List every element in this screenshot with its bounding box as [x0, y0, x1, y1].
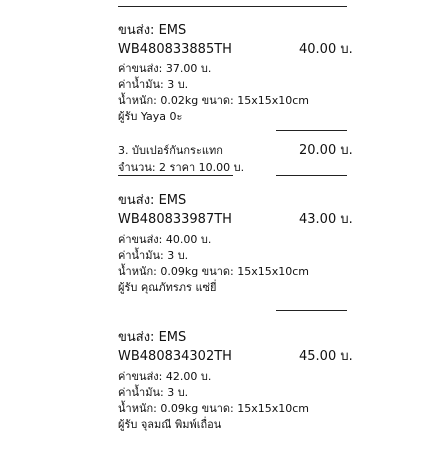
- item-qty-price: จำนวน: 2 ราคา 10.00 บ.: [118, 161, 245, 174]
- tracking-number: WB480833885TH: [118, 42, 232, 57]
- recipient: ผู้รับ จุลมณี พิมพ์เถื่อน: [118, 418, 222, 431]
- shipping-fee: ค่าขนส่ง: 37.00 บ.: [118, 62, 212, 75]
- shipment-total: 45.00 บ.: [299, 349, 353, 364]
- divider-top: [118, 6, 347, 7]
- shipping-fee: ค่าขนส่ง: 42.00 บ.: [118, 370, 212, 383]
- recipient: ผู้รับ Yaya 0ะ: [118, 110, 183, 123]
- shipment-total: 43.00 บ.: [299, 212, 353, 227]
- tracking-number: WB480833987TH: [118, 212, 232, 227]
- weight-size: น้ำหนัก: 0.02kg ขนาด: 15x15x10cm: [118, 94, 310, 107]
- shipping-fee: ค่าขนส่ง: 40.00 บ.: [118, 233, 212, 246]
- tracking-number: WB480834302TH: [118, 349, 232, 364]
- divider: [276, 130, 347, 131]
- fuel-fee: ค่าน้ำมัน: 3 บ.: [118, 78, 189, 91]
- fuel-fee: ค่าน้ำมัน: 3 บ.: [118, 249, 189, 262]
- divider: [276, 310, 347, 311]
- item-name: 3. บับเปอร์กันกระแทก: [118, 144, 223, 157]
- divider: [118, 175, 233, 176]
- weight-size: น้ำหนัก: 0.09kg ขนาด: 15x15x10cm: [118, 265, 310, 278]
- fuel-fee: ค่าน้ำมัน: 3 บ.: [118, 386, 189, 399]
- carrier-label: ขนส่ง: EMS: [118, 193, 187, 208]
- carrier-label: ขนส่ง: EMS: [118, 330, 187, 345]
- item-total: 20.00 บ.: [299, 143, 353, 158]
- shipment-total: 40.00 บ.: [299, 42, 353, 57]
- carrier-label: ขนส่ง: EMS: [118, 23, 187, 38]
- weight-size: น้ำหนัก: 0.09kg ขนาด: 15x15x10cm: [118, 402, 310, 415]
- divider: [276, 175, 347, 176]
- recipient: ผู้รับ คุณภัทรภร แซ่ยี่: [118, 281, 217, 294]
